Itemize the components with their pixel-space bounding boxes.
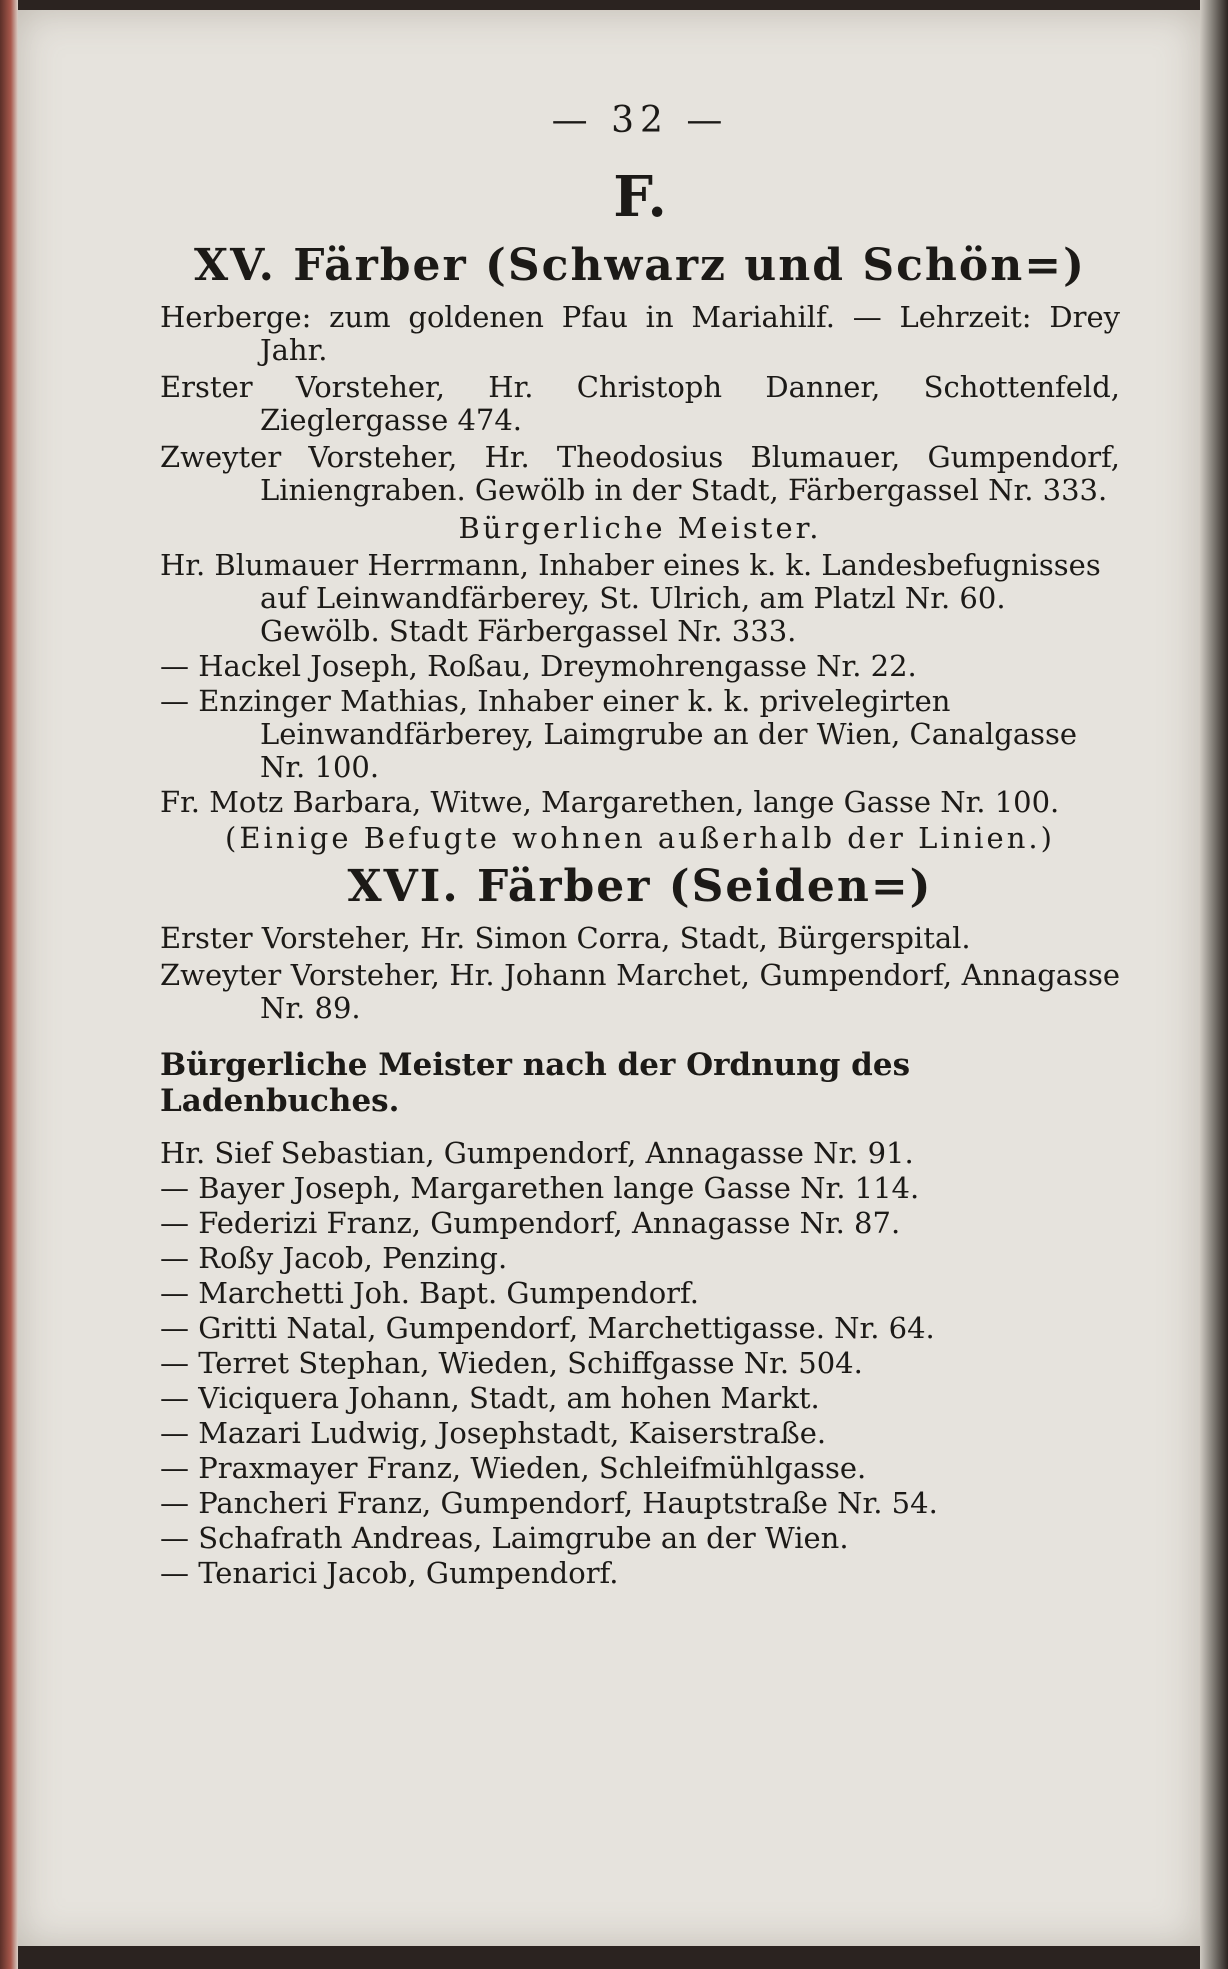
section-letter: F. (613, 164, 667, 230)
list-item: — Viciquera Johann, Stadt, am hohen Markt. (160, 1381, 820, 1415)
list-item: Fr. Motz Barbara, Witwe, Margarethen, lange Gasse Nr. 100. (160, 785, 1060, 819)
list-item: — Enzinger Mathias, Inhaber einer k. k. privelegirten Leinwandfärberey, Laimgrube an der Wien, Canalgasse Nr. 100. (160, 684, 1078, 784)
list-item: Hr. Sief Sebastian, Gumpendorf, Annagasse Nr. 91. (160, 1136, 914, 1170)
xv-erster-vorsteher: Erster Vorsteher, Hr. Christoph Danner, Schottenfeld, Zieglergasse 474. (160, 370, 1120, 437)
xv-masters-heading: Bürgerliche Meister. (458, 511, 822, 545)
list-item: — Roßy Jacob, Penzing. (160, 1241, 508, 1275)
xv-masters-list (160, 549, 1120, 819)
list-item: — Bayer Joseph, Margarethen lange Gasse Nr. 114. (160, 1171, 920, 1205)
xvi-erster-vorsteher: Erster Vorsteher, Hr. Simon Corra, Stadt, Bürgerspital. (160, 921, 971, 955)
xv-herberge: Herberge: zum goldenen Pfau in Mariahilf. — Lehrzeit: Drey Jahr. (160, 300, 1120, 367)
section-xv-heading: XV. Färber (Schwarz und Schön=) (194, 240, 1086, 291)
page-content (160, 100, 1120, 1592)
list-item: — Schafrath Andreas, Laimgrube an der Wien. (160, 1521, 849, 1555)
list-item: — Gritti Natal, Gumpendorf, Marchettigasse. Nr. 64. (160, 1311, 935, 1345)
list-item: — Praxmayer Franz, Wieden, Schleifmühlgasse. (160, 1451, 867, 1485)
page-edge (1200, 0, 1228, 1969)
list-item: — Mazari Ludwig, Josephstadt, Kaiserstraße. (160, 1416, 827, 1450)
list-item: — Hackel Joseph, Roßau, Dreymohrengasse Nr. 22. (160, 649, 917, 683)
list-item: — Terret Stephan, Wieden, Schiffgasse Nr. 504. (160, 1346, 863, 1380)
book-spine (0, 0, 18, 1969)
list-item: — Federizi Franz, Gumpendorf, Annagasse Nr. 87. (160, 1206, 901, 1240)
xv-note: (Einige Befugte wohnen außerhalb der Linien.) (225, 821, 1055, 855)
xvi-masters-list (160, 1137, 1120, 1590)
xvi-masters-heading: Bürgerliche Meister nach der Ordnung des Ladenbuches. (160, 1047, 911, 1119)
list-item: Hr. Blumauer Herrmann, Inhaber eines k. k. Landesbefugnisses auf Leinwandfärberey, St. Ulrich, am Platzl Nr. 60. Gewölb. Stadt Färbergassel Nr. 333. (160, 548, 1101, 648)
xv-zweyter-vorsteher: Zweyter Vorsteher, Hr. Theodosius Blumauer, Gumpendorf, Liniengraben. Gewölb in der Stadt, Färbergassel Nr. 333. (160, 440, 1120, 507)
page-number: — 32 — (551, 100, 729, 141)
list-item: — Pancheri Franz, Gumpendorf, Hauptstraße Nr. 54. (160, 1486, 938, 1520)
section-xvi-heading: XVI. Färber (Seiden=) (347, 861, 933, 912)
list-item: — Tenarici Jacob, Gumpendorf. (160, 1556, 619, 1590)
xvi-zweyter-vorsteher: Zweyter Vorsteher, Hr. Johann Marchet, Gumpendorf, Annagasse Nr. 89. (160, 958, 1120, 1025)
list-item: — Marchetti Joh. Bapt. Gumpendorf. (160, 1276, 699, 1310)
